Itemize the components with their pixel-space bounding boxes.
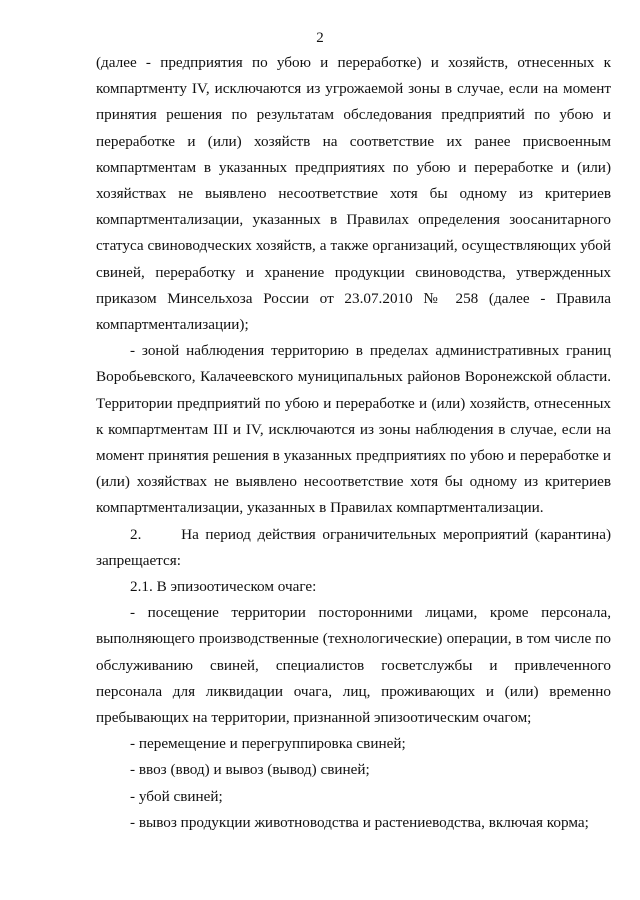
paragraph-section-2-1: 2.1. В эпизоотическом очаге: bbox=[130, 578, 317, 596]
document-body bbox=[96, 50, 611, 836]
paragraph-continuation: (далее - предприятия по убою и переработке) и хозяйств, отнесенных к компартменту IV, исключаются из угрожаемой зоны в случае, если на момент принятия решения по результатам обследования предприятий по убою и переработке и (или) хозяйств на соответствие их ранее присвоенным компартментам в указанных предприятиях по убою и переработке и (или) хозяйствах не выявлено несоответствие хотя бы одному из критериев компартментализации, указанных в Правилах определения зоосанитарного статуса свиноводческих хозяйств, а также организаций, осуществляющих убой свиней, переработку и хранение продукции свиноводства, утвержденных приказом Минсельхоза России от 23.07.2010 № 258 (далее - Правила компартментализации); bbox=[96, 54, 611, 334]
list-item-slaughter: - убой свиней; bbox=[130, 787, 223, 805]
list-item-products-export: - вывоз продукции животноводства и растениеводства, включая корма; bbox=[130, 813, 589, 831]
list-item-visiting: - посещение территории посторонними лицами, кроме персонала, выполняющего производственные (технологические) операции, в том числе по обслуживанию свиней, специалистов госветслужбы и привлеченного персонала для ликвидации очага, лиц, проживающих и (или) временно пребывающих на территории, признанной эпизоотическим очагом; bbox=[96, 604, 611, 727]
list-item-import-export: - ввоз (ввод) и вывоз (вывод) свиней; bbox=[130, 761, 370, 779]
paragraph-observation-zone: - зоной наблюдения территорию в пределах административных границ Воробьевского, Калачеевского муниципальных районов Воронежской области. Территории предприятий по убою и переработке и (или) хозяйств, отнесенных к компартментам III и IV, исключаются из зоны наблюдения в случае, если на момент принятия решения в указанных предприятиях по убою и переработке и (или) хозяйствах не выявлено несоответствие хотя бы одному из критериев компартментализации, указанных в Правилах компартментализации. bbox=[96, 342, 611, 517]
page-number: 2 bbox=[316, 30, 324, 46]
paragraph-section-2: 2. На период действия ограничительных мероприятий (карантина) запрещается: bbox=[96, 525, 611, 569]
list-item-movement: - перемещение и перегруппировка свиней; bbox=[130, 735, 406, 753]
